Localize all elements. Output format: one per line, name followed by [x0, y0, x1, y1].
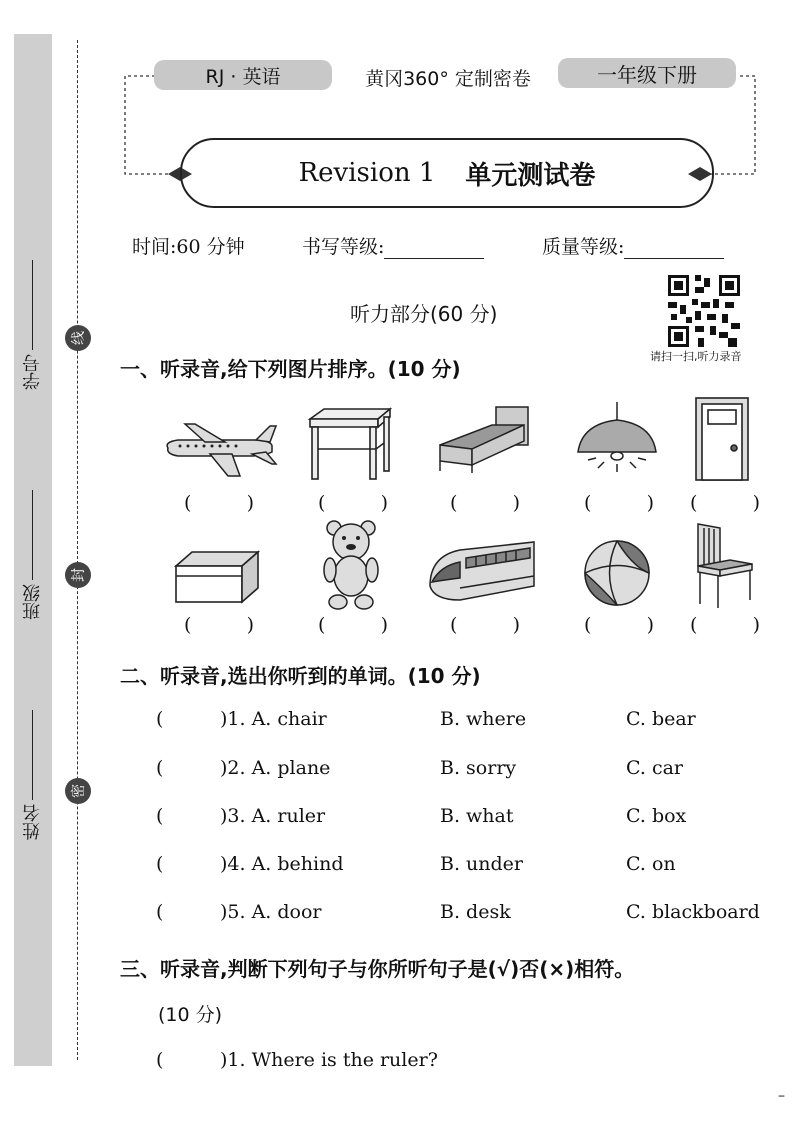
question-row[interactable]: [156, 853, 776, 881]
paren-close: ): [752, 614, 760, 636]
paren-open: (: [318, 492, 326, 514]
quality-blank[interactable]: [624, 236, 724, 259]
qr-code-icon[interactable]: [668, 275, 740, 347]
paren-close: ): [512, 492, 520, 514]
option-c: C. box: [626, 805, 687, 827]
question-row[interactable]: [156, 708, 776, 736]
paren-open: (: [184, 614, 192, 636]
answer-paren[interactable]: (: [156, 901, 164, 923]
answer-paren[interactable]: (: [156, 805, 164, 827]
paren-open: (: [450, 614, 458, 636]
box-picture: [172, 548, 262, 606]
option-c: C. blackboard: [626, 901, 760, 923]
section1-title: 一、听录音,给下列图片排序。(10 分): [120, 357, 461, 381]
subject-tag: RJ · 英语: [154, 60, 332, 90]
bear-picture: [320, 518, 382, 612]
bed-picture: [436, 405, 532, 475]
question-row[interactable]: [156, 1049, 776, 1077]
option-b: B. desk: [440, 901, 511, 923]
paren-close: ): [646, 492, 654, 514]
option-b: B. where: [440, 708, 527, 730]
time-label: 时间:60 分钟: [132, 236, 245, 258]
option-a: )1. A. chair: [220, 708, 327, 730]
option-a: )4. A. behind: [220, 853, 344, 875]
option-b: B. sorry: [440, 757, 517, 779]
question-row[interactable]: [156, 805, 776, 833]
paren-open: (: [690, 614, 698, 636]
writing-label: 书写等级:: [302, 236, 385, 258]
writing-blank[interactable]: [384, 236, 484, 259]
answer-slot-2-2[interactable]: [318, 614, 388, 636]
name-label: 姓名: [22, 804, 43, 840]
seal-line-badge: 线: [65, 325, 91, 351]
answer-slot-1-1[interactable]: [184, 492, 254, 514]
quality-label: 质量等级:: [542, 236, 625, 258]
option-b: B. under: [440, 853, 524, 875]
paren-close: ): [246, 492, 254, 514]
question-row[interactable]: [156, 757, 776, 785]
page-mark: –: [778, 1088, 785, 1104]
lamp-picture: [572, 402, 662, 478]
student-id-field[interactable]: [16, 230, 50, 390]
option-c: C. car: [626, 757, 683, 779]
paren-close: ): [512, 614, 520, 636]
train-picture: [426, 536, 538, 604]
class-blank[interactable]: [33, 490, 34, 580]
answer-slot-2-1[interactable]: [184, 614, 254, 636]
answer-slot-2-4[interactable]: [584, 614, 654, 636]
answer-paren[interactable]: (: [156, 708, 164, 730]
quality-grade[interactable]: [542, 232, 724, 259]
paren-open: (: [584, 492, 592, 514]
title-chinese: 单元测试卷: [465, 160, 596, 191]
paren-close: ): [752, 492, 760, 514]
answer-paren[interactable]: (: [156, 853, 164, 875]
plane-picture: [160, 420, 278, 480]
seal-secret-badge: 密: [65, 778, 91, 804]
page-title: [180, 138, 714, 208]
class-label: 班级: [22, 584, 43, 620]
section2-title: 二、听录音,选出你听到的单词。(10 分): [120, 664, 481, 688]
answer-paren[interactable]: (: [156, 1049, 164, 1071]
paren-open: (: [584, 614, 592, 636]
listening-title: 听力部分(60 分): [350, 302, 498, 326]
paren-close: ): [380, 614, 388, 636]
name-blank[interactable]: [33, 710, 34, 800]
seal-seal-badge: 封: [65, 562, 91, 588]
door-picture: [692, 396, 752, 482]
qr-caption: 请扫一扫,听力录音: [650, 350, 742, 363]
name-field[interactable]: [16, 680, 50, 840]
question-row[interactable]: [156, 901, 776, 929]
option-b: B. what: [440, 805, 514, 827]
answer-slot-2-3[interactable]: [450, 614, 520, 636]
ball-picture: [582, 538, 652, 608]
answer-slot-1-2[interactable]: [318, 492, 388, 514]
paren-open: (: [318, 614, 326, 636]
option-c: C. bear: [626, 708, 696, 730]
answer-slot-1-5[interactable]: [690, 492, 760, 514]
desk-picture: [306, 405, 394, 483]
class-field[interactable]: [16, 460, 50, 620]
student-id-label: 学号: [22, 354, 43, 390]
question-text: )1. Where is the ruler?: [220, 1049, 438, 1071]
section3-score: (10 分): [158, 1004, 223, 1026]
option-c: C. on: [626, 853, 676, 875]
cut-line: [77, 40, 78, 1060]
paren-open: (: [450, 492, 458, 514]
option-a: )5. A. door: [220, 901, 322, 923]
option-a: )3. A. ruler: [220, 805, 326, 827]
answer-slot-1-4[interactable]: [584, 492, 654, 514]
student-id-blank[interactable]: [33, 260, 34, 350]
answer-slot-1-3[interactable]: [450, 492, 520, 514]
paren-close: ): [380, 492, 388, 514]
grade-tag: 一年级下册: [558, 58, 736, 88]
section3-title: 三、听录音,判断下列句子与你所听句子是(√)否(×)相符。: [120, 957, 635, 981]
paren-open: (: [184, 492, 192, 514]
paren-close: ): [646, 614, 654, 636]
paren-open: (: [690, 492, 698, 514]
answer-slot-2-5[interactable]: [690, 614, 760, 636]
option-a: )2. A. plane: [220, 757, 331, 779]
answer-paren[interactable]: (: [156, 757, 164, 779]
writing-grade[interactable]: [302, 232, 484, 259]
title-english: Revision 1: [298, 158, 436, 188]
chair-picture: [692, 522, 756, 610]
series-name: 黄冈360° 定制密卷: [365, 67, 531, 90]
paren-close: ): [246, 614, 254, 636]
